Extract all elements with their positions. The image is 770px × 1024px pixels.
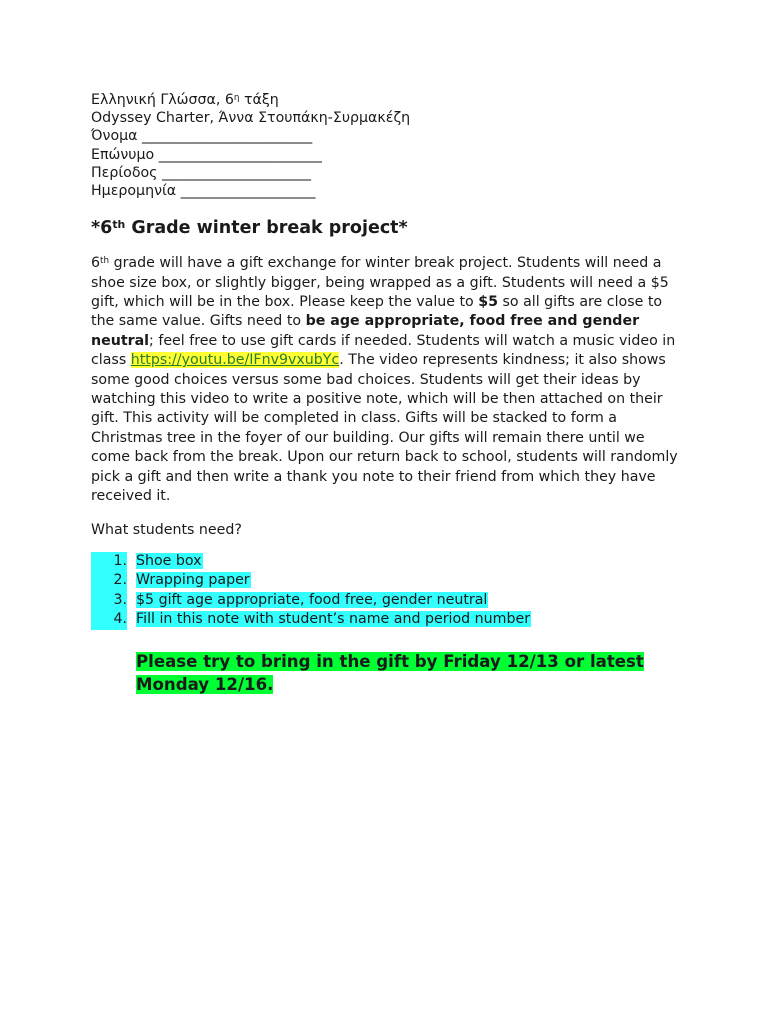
list-item [91,552,680,571]
needs-list [91,552,680,630]
list-item-text: Shoe box [136,552,202,569]
deadline-notice [136,650,696,696]
desc-seg3: ; feel free to use gift cards if needed. Students will watch a music video in class [91,332,676,369]
list-item-number: 4. [91,610,127,629]
list-item-text: $5 gift age appropriate, food free, gender neutral [136,591,488,608]
teacher-line: Odyssey Charter, Άννα Στουπάκη-Συρμακέζη [91,110,411,127]
needs-question: What students need? [91,521,242,538]
list-item-number: 2. [91,571,127,590]
date-field: Ημερομηνία ___________________ [91,183,316,200]
name-field: Όνομα ________________________ [91,128,313,145]
desc-seg4: . The video represents kindness; it also shows some good choices versus some bad choices. Students will get their ideas by watching this video to write a positive note, which will be then attached on their gift. This activity will be completed in class. Gifts will be stacked to form a Christmas tree in the foyer of our building. Our gifts will remain there until we come back from the break. Upon our return back to school, students will randomly pick a gift and then write a thank you note to their friend from which they have received it. [91,352,678,505]
video-link[interactable]: https://youtu.be/IFnv9vxubYc [130,352,340,369]
desc-bold-value: $5 [478,294,498,311]
deadline-text: Please try to bring in the gift by Friday 12/13 or latest Monday 12/16. [136,651,644,694]
list-item-number: 3. [91,591,127,610]
course-title-sup: η [233,93,240,104]
desc-grade-sup: th [100,256,110,267]
surname-field: Επώνυμο _______________________ [91,146,322,163]
list-item-number: 1. [91,552,127,571]
list-item [91,591,680,610]
project-description [91,254,683,506]
list-item [91,571,680,590]
course-title-text: Ελληνική Γλώσσα, 6 [91,92,234,108]
list-item-text: Fill in this note with student’s name and period number [136,611,531,628]
project-title-prefix: *6 [91,218,113,239]
project-title [91,216,680,240]
desc-seg1: grade will have a gift exchange for winter break project. Students will need a shoe size box, or slightly bigger, being wrapped as a gift. Students will need a $5 gift, which will be in the box. Please keep the value to [91,255,669,311]
desc-seg2: so all gifts are close to the same value. Gifts need to [91,294,663,330]
period-field: Περίοδος _____________________ [91,164,311,181]
project-title-suffix: Grade winter break project* [125,218,408,239]
list-item [91,610,680,629]
project-title-sup: th [112,218,126,232]
list-item-text: Wrapping paper [136,572,250,589]
course-title-end: τάξη [239,92,279,108]
desc-bold-requirements: be age appropriate, food free and gender neutral [91,313,640,349]
desc-grade-num: 6 [91,255,101,272]
course-title [91,91,680,109]
